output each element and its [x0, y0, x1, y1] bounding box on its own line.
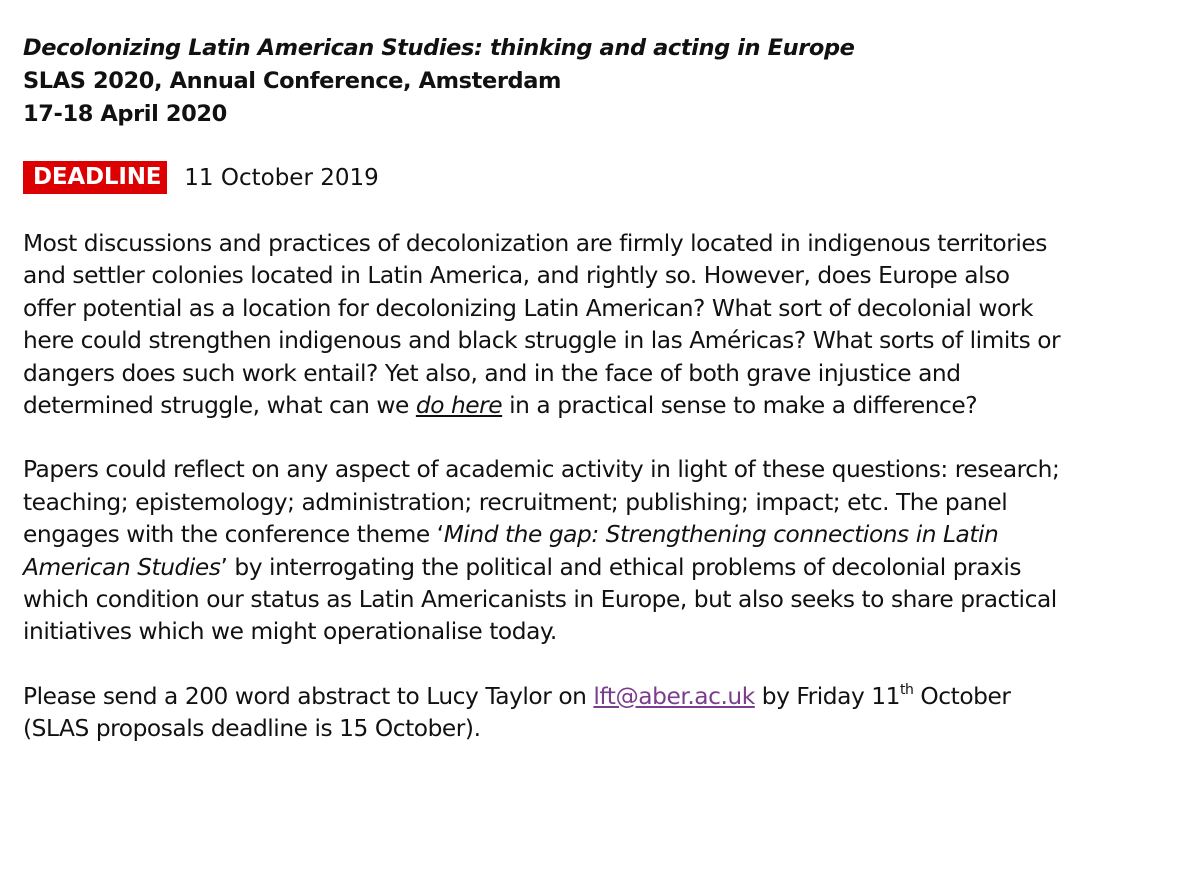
paragraph-submission [23, 681, 1170, 746]
paragraph-line: offer potential as a location for decolonizing Latin American? What sort of decolonial work [23, 294, 1033, 322]
text-run: ’ by interrogating the political and ethical problems of decolonial praxis [220, 553, 1022, 581]
paragraph-line: which condition our status as Latin Americanists in Europe, but also seeks to share practical [23, 586, 1057, 614]
deadline-date: 11 October 2019 [184, 164, 379, 191]
text-run: determined struggle, what can we [23, 392, 416, 420]
email-link[interactable]: lft@aber.ac.uk [593, 682, 755, 710]
text-run: Please send a 200 word abstract to Lucy Taylor on [23, 682, 594, 710]
paragraph-line [23, 390, 1170, 422]
deadline-row [23, 161, 1170, 194]
paragraph-line [23, 519, 1170, 551]
paragraph-line: Papers could reflect on any aspect of academic activity in light of these questions: research; [23, 456, 1060, 484]
text-run: October [913, 682, 1011, 710]
conference-theme-text: American Studies [23, 553, 221, 581]
paragraph-scope [23, 454, 1170, 648]
text-run: engages with the conference theme ‘ [23, 521, 444, 549]
text-run: in a practical sense to make a difference? [502, 392, 978, 420]
deadline-badge: DEADLINE [23, 161, 167, 194]
paragraph-line: here could strengthen indigenous and black struggle in las Américas? What sorts of limits or [23, 327, 1061, 355]
paragraph-line: Most discussions and practices of decolonization are firmly located in indigenous territories [23, 230, 1047, 257]
paragraph-line: teaching; epistemology; administration; recruitment; publishing; impact; etc. The panel [23, 488, 1008, 516]
paragraph-line: dangers does such work entail? Yet also, and in the face of both grave injustice and [23, 359, 961, 387]
paragraph-line: and settler colonies located in Latin America, and rightly so. However, does Europe also [23, 262, 1010, 290]
panel-title: Decolonizing Latin American Studies: thinking and acting in Europe [23, 35, 855, 61]
paragraph-line [23, 681, 1170, 713]
paragraph-questions [23, 228, 1170, 422]
conference-theme-text: Mind the gap: Strengthening connections in Latin [443, 521, 999, 549]
text-run: by Friday 11 [754, 682, 900, 710]
paragraph-line: initiatives which we might operationalise today. [23, 618, 557, 646]
paragraph-line [23, 552, 1170, 584]
ordinal-suffix: th [900, 681, 914, 698]
paragraph-line: (SLAS proposals deadline is 15 October). [23, 715, 481, 743]
conference-name: SLAS 2020, Annual Conference, Amsterdam [23, 68, 562, 94]
header-block [23, 32, 1170, 131]
conference-dates: 17-18 April 2020 [23, 101, 227, 127]
emphasis-do-here: do here [415, 392, 503, 420]
